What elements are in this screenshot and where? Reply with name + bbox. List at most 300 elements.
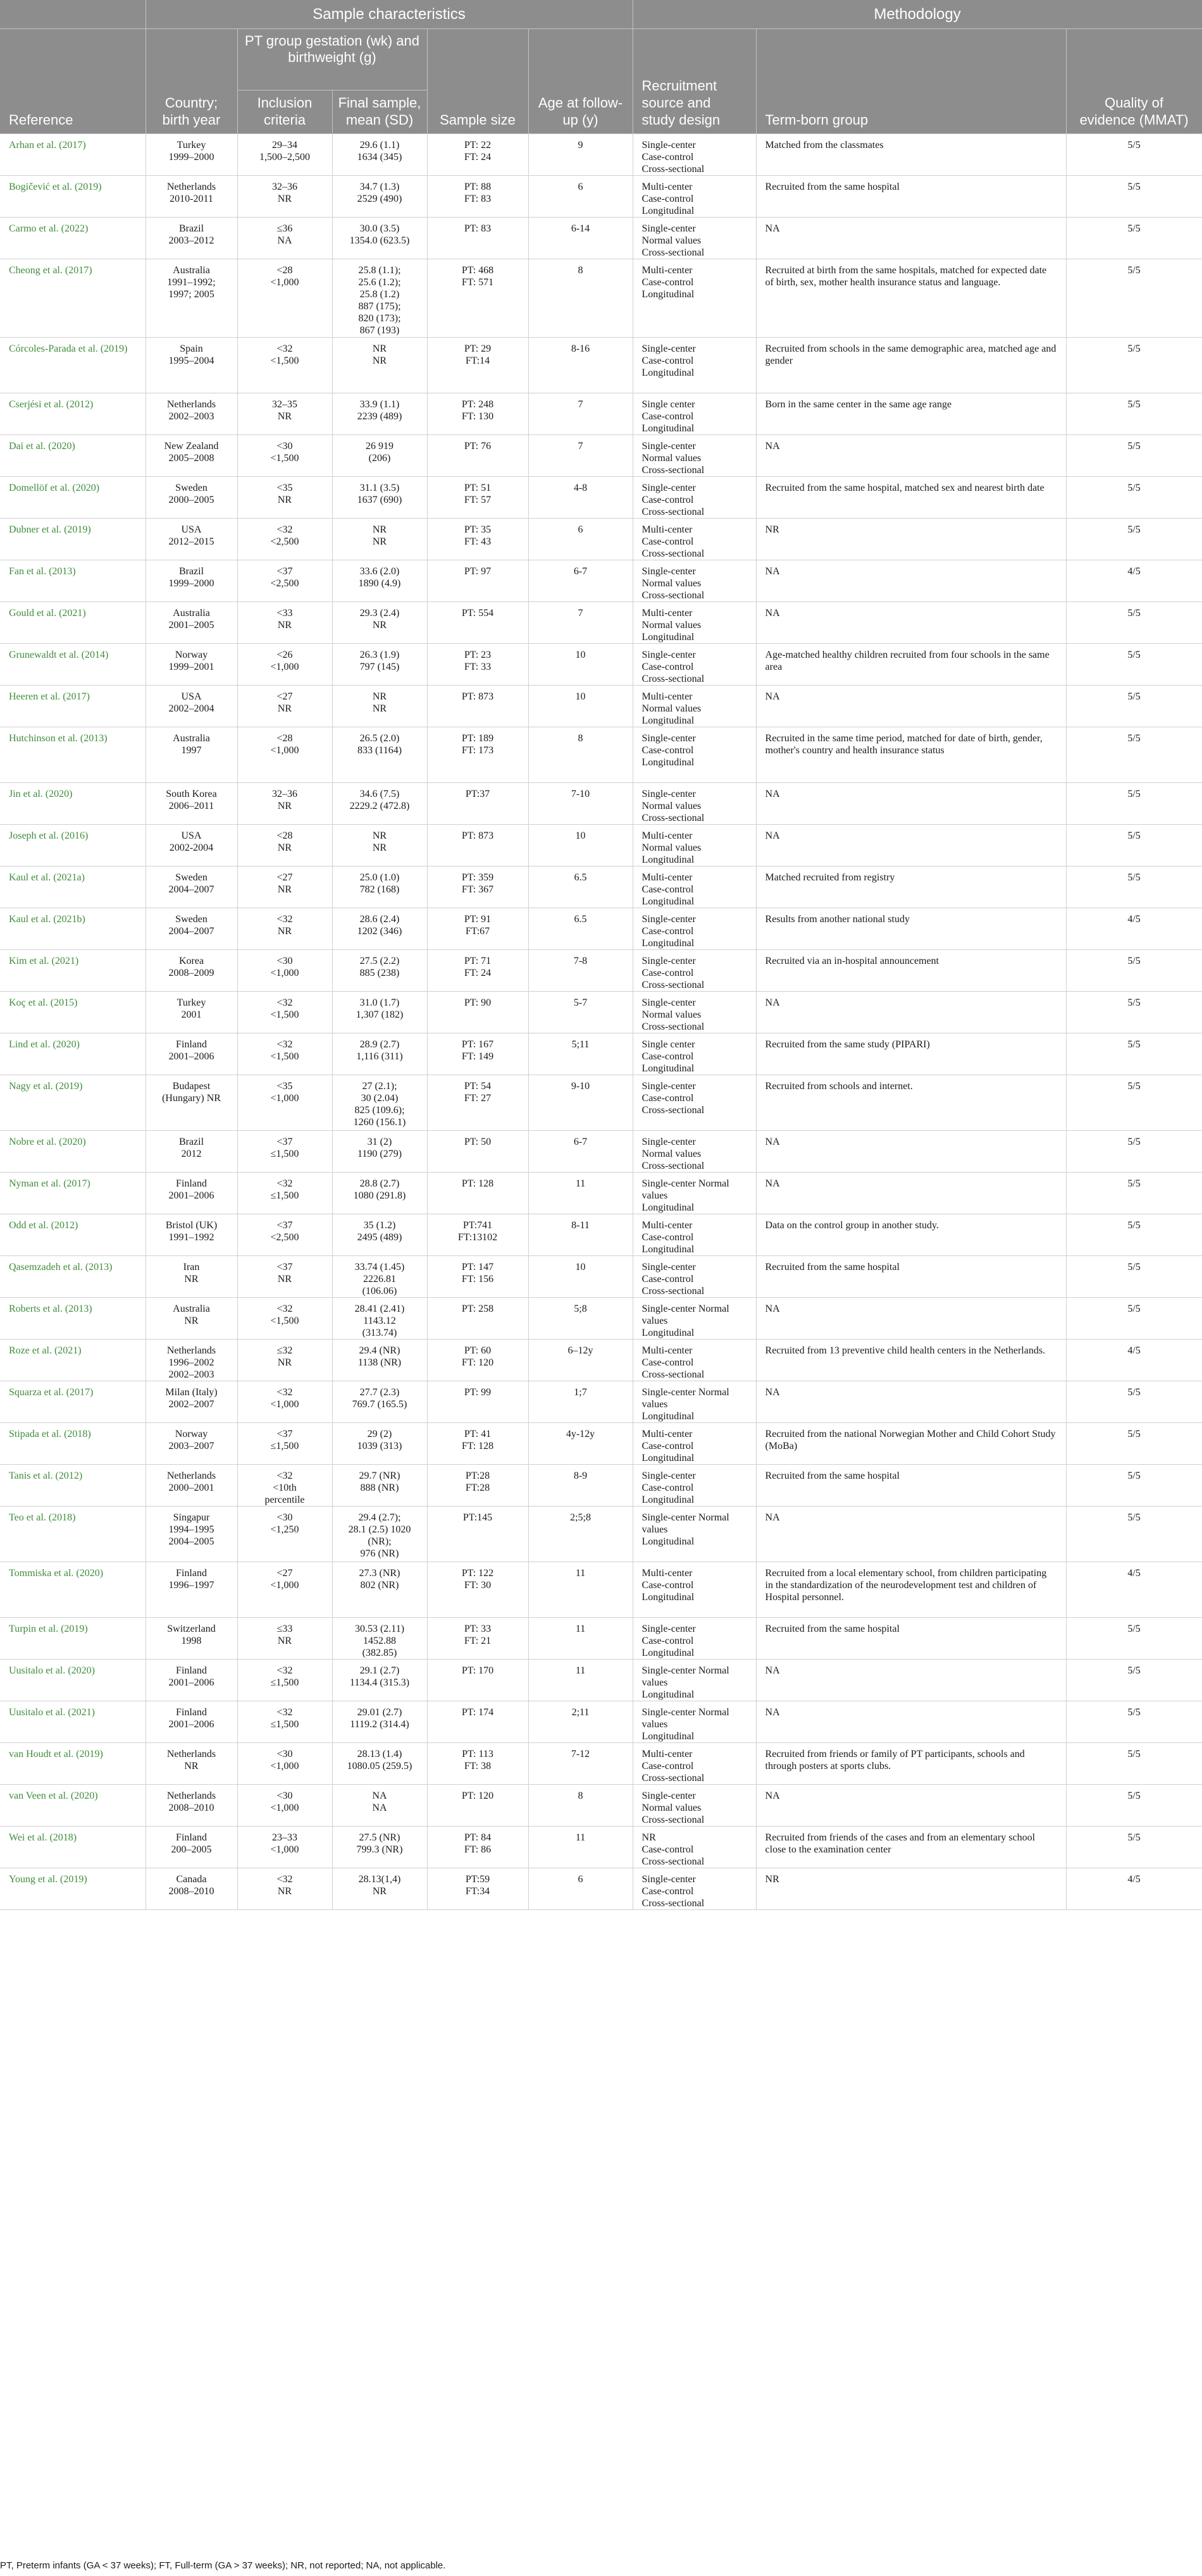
recruitment-cell	[633, 1868, 756, 1910]
age-cell: 10	[528, 644, 633, 686]
country-cell-line: 2001–2006	[168, 1190, 214, 1201]
country-cell	[146, 1743, 237, 1785]
table-row	[0, 1743, 1202, 1785]
term-born-cell: Data on the control group in another study.	[756, 1214, 1066, 1256]
age-cell: 8	[528, 1785, 633, 1827]
recruitment-cell-line: Longitudinal	[641, 1453, 695, 1464]
country-cell-line: Iran	[183, 1262, 200, 1273]
sample-size-cell-line: FT: 120	[461, 1357, 494, 1368]
recruitment-cell-line: Longitudinal	[641, 632, 695, 643]
country-cell	[146, 477, 237, 519]
inclusion-cell-line: <30	[276, 956, 293, 966]
country-cell-line: NR	[184, 1274, 199, 1285]
sample-size-cell	[427, 1381, 528, 1423]
inclusion-cell-line: NR	[277, 495, 292, 505]
reference-cell[interactable]: Tommiska et al. (2020)	[0, 1562, 146, 1618]
country-cell-line: Finland	[176, 1568, 207, 1579]
recruitment-cell-line: Single-center	[641, 1624, 696, 1634]
final-sample-cell	[332, 1465, 427, 1507]
recruitment-cell	[633, 686, 756, 727]
final-sample-cell-line: 27 (2.1);	[362, 1081, 397, 1092]
sample-size-cell-line: PT: 170	[461, 1665, 494, 1676]
country-cell-line: Netherlands	[166, 1749, 216, 1759]
recruitment-cell	[633, 176, 756, 218]
recruitment-cell	[633, 1785, 756, 1827]
reference-cell[interactable]: Gould et al. (2021)	[0, 602, 146, 644]
recruitment-cell-line: Cross-sectional	[641, 247, 705, 258]
reference-cell[interactable]: Kaul et al. (2021a)	[0, 866, 146, 908]
final-sample-cell-line: 888 (NR)	[360, 1482, 399, 1493]
age-cell: 9	[528, 134, 633, 176]
reference-cell[interactable]: van Veen et al. (2020)	[0, 1785, 146, 1827]
inclusion-cell	[237, 1701, 332, 1743]
sample-size-cell	[427, 1033, 528, 1075]
inclusion-cell	[237, 644, 332, 686]
age-cell: 4y-12y	[528, 1423, 633, 1465]
recruitment-cell	[633, 1507, 756, 1562]
country-cell	[146, 602, 237, 644]
recruitment-cell-line: Case-control	[641, 662, 694, 672]
inclusion-cell	[237, 866, 332, 908]
country-cell-line: 1997; 2005	[168, 289, 214, 300]
country-cell-line: Turkey	[177, 997, 206, 1008]
sample-size-cell-line: PT: 113	[462, 1749, 493, 1759]
country-cell-line: 2006–2011	[168, 801, 214, 811]
age-cell: 11	[528, 1827, 633, 1868]
recruitment-cell	[633, 259, 756, 338]
country-cell-line: Brazil	[178, 1137, 204, 1147]
final-sample-cell-line: 27.7 (2.3)	[359, 1387, 400, 1398]
term-born-cell: Recruited in the same time period, matched for date of birth, gender, mother's country and health insurance status	[756, 727, 1066, 783]
country-cell-line: Turkey	[177, 140, 206, 151]
reference-cell[interactable]: Roberts et al. (2013)	[0, 1298, 146, 1340]
recruitment-cell-line: Single-center	[641, 733, 696, 744]
sample-size-cell-line: PT: 189	[461, 733, 494, 744]
recruitment-cell-line: Cross-sectional	[641, 1286, 705, 1297]
final-sample-cell-line: 25.0 (1.0)	[359, 872, 400, 883]
sample-size-cell	[427, 1868, 528, 1910]
age-cell: 8-11	[528, 1214, 633, 1256]
reference-cell[interactable]: Lind et al. (2020)	[0, 1033, 146, 1075]
final-sample-cell-line: 802 (NR)	[360, 1580, 399, 1591]
country-cell-line: 2003–2012	[168, 235, 214, 246]
final-sample-cell	[332, 560, 427, 602]
inclusion-cell	[237, 1173, 332, 1214]
country-cell	[146, 1562, 237, 1618]
inclusion-cell-line: <10th	[273, 1482, 297, 1493]
final-sample-cell-line: NA	[372, 1803, 387, 1813]
final-sample-cell-line: 25.8 (1.2)	[359, 289, 400, 300]
final-sample-cell	[332, 866, 427, 908]
term-born-cell: NA	[756, 1701, 1066, 1743]
quality-cell: 4/5	[1066, 1340, 1202, 1381]
final-sample-cell-line: 27.5 (2.2)	[359, 956, 400, 966]
reference-cell[interactable]: Fan et al. (2013)	[0, 560, 146, 602]
inclusion-cell-line: <32	[276, 1039, 293, 1050]
recruitment-cell-line: Single-center	[641, 1262, 696, 1273]
recruitment-cell	[633, 1465, 756, 1507]
inclusion-cell	[237, 1131, 332, 1173]
reference-cell[interactable]: van Houdt et al. (2019)	[0, 1743, 146, 1785]
table-row	[0, 1827, 1202, 1868]
sample-size-cell-line: PT: 174	[461, 1707, 494, 1718]
recruitment-cell-line: Case-control	[641, 1580, 694, 1591]
final-sample-cell	[332, 435, 427, 477]
final-sample-cell-line: 825 (109.6);	[354, 1105, 405, 1116]
sample-size-cell	[427, 1256, 528, 1298]
country-cell-line: 2001–2005	[168, 620, 214, 631]
header-sample-size: Sample size	[427, 29, 528, 134]
reference-cell[interactable]: Cheong et al. (2017)	[0, 259, 146, 338]
country-cell-line: 2001–2006	[168, 1719, 214, 1730]
recruitment-cell-line: Single-center Normal	[641, 1512, 729, 1523]
country-cell-line: Australia	[173, 733, 210, 744]
reference-cell[interactable]: Odd et al. (2012)	[0, 1214, 146, 1256]
recruitment-cell	[633, 435, 756, 477]
country-cell-line: 2008–2010	[168, 1886, 214, 1897]
inclusion-cell-line: <28	[276, 733, 293, 744]
sample-size-cell	[427, 992, 528, 1033]
country-cell	[146, 1381, 237, 1423]
recruitment-cell-line: Case-control	[641, 1051, 694, 1062]
reference-cell[interactable]: Stipada et al. (2018)	[0, 1423, 146, 1465]
final-sample-cell	[332, 1868, 427, 1910]
sample-size-cell-line: FT:28	[465, 1482, 490, 1493]
sample-size-cell	[427, 1340, 528, 1381]
sample-size-cell-line: PT: 50	[464, 1137, 492, 1147]
final-sample-cell-line: NR	[372, 703, 387, 714]
reference-cell[interactable]: Turpin et al. (2019)	[0, 1618, 146, 1660]
quality-cell: 5/5	[1066, 644, 1202, 686]
final-sample-cell	[332, 686, 427, 727]
recruitment-cell-line: Case-control	[641, 1844, 694, 1855]
reference-cell[interactable]: Carmo et al. (2022)	[0, 218, 146, 259]
inclusion-cell	[237, 1618, 332, 1660]
country-cell	[146, 1785, 237, 1827]
inclusion-cell-line: 29–34	[272, 140, 297, 151]
header-country: Country; birth year	[146, 29, 237, 134]
inclusion-cell	[237, 134, 332, 176]
sample-size-cell-line: FT:34	[465, 1886, 490, 1897]
inclusion-cell-line: NR	[277, 620, 292, 631]
final-sample-cell-line: 1080 (291.8)	[353, 1190, 406, 1201]
inclusion-cell-line: NR	[277, 884, 292, 895]
recruitment-cell-line: Longitudinal	[641, 1648, 695, 1658]
term-born-cell: NA	[756, 1298, 1066, 1340]
sample-size-cell-line: PT:741	[462, 1220, 493, 1231]
country-cell-line: Australia	[173, 265, 210, 276]
table-row	[0, 1785, 1202, 1827]
country-cell-line: Bristol (UK)	[165, 1220, 218, 1231]
age-cell: 7	[528, 393, 633, 435]
final-sample-cell	[332, 727, 427, 783]
country-cell-line: 2002–2004	[168, 703, 214, 714]
country-cell	[146, 1214, 237, 1256]
reference-cell[interactable]: Uusitalo et al. (2021)	[0, 1701, 146, 1743]
final-sample-cell	[332, 1827, 427, 1868]
country-cell-line: Milan (Italy)	[165, 1387, 218, 1398]
reference-cell[interactable]: Heeren et al. (2017)	[0, 686, 146, 727]
final-sample-cell-line: (NR);	[368, 1536, 392, 1547]
quality-cell: 5/5	[1066, 519, 1202, 560]
sample-size-cell-line: PT: 91	[464, 914, 492, 925]
country-cell	[146, 1701, 237, 1743]
final-sample-cell-line: 27.3 (NR)	[359, 1568, 400, 1579]
reference-cell[interactable]: Nagy et al. (2019)	[0, 1075, 146, 1131]
inclusion-cell-line: <28	[276, 830, 293, 841]
final-sample-cell-line: 1138 (NR)	[357, 1357, 402, 1368]
table-row	[0, 560, 1202, 602]
country-cell	[146, 686, 237, 727]
final-sample-cell-line: 31.1 (3.5)	[359, 483, 400, 493]
country-cell	[146, 519, 237, 560]
reference-cell[interactable]: Kim et al. (2021)	[0, 950, 146, 992]
reference-cell[interactable]: Dai et al. (2020)	[0, 435, 146, 477]
recruitment-cell-line: Longitudinal	[641, 289, 695, 300]
sample-size-cell-line: PT: 51	[464, 483, 492, 493]
inclusion-cell-line: 32–35	[272, 399, 297, 410]
age-cell: 10	[528, 686, 633, 727]
sample-size-cell	[427, 950, 528, 992]
sample-size-cell-line: FT: 173	[461, 745, 494, 756]
inclusion-cell-line: <37	[276, 566, 293, 577]
country-cell	[146, 560, 237, 602]
term-born-cell: NA	[756, 602, 1066, 644]
age-cell: 8	[528, 727, 633, 783]
reference-cell[interactable]: Squarza et al. (2017)	[0, 1381, 146, 1423]
country-cell-line: Sweden	[175, 483, 208, 493]
recruitment-cell	[633, 1033, 756, 1075]
reference-cell[interactable]: Dubner et al. (2019)	[0, 519, 146, 560]
sample-size-cell	[427, 435, 528, 477]
age-cell: 11	[528, 1173, 633, 1214]
final-sample-cell	[332, 1340, 427, 1381]
inclusion-cell-line: <30	[276, 1749, 293, 1759]
reference-cell[interactable]: Hutchinson et al. (2013)	[0, 727, 146, 783]
reference-cell[interactable]: Young et al. (2019)	[0, 1868, 146, 1910]
quality-cell: 5/5	[1066, 1743, 1202, 1785]
country-cell-line: 1999–2001	[168, 662, 214, 672]
final-sample-cell-line: 887 (175);	[358, 301, 401, 312]
recruitment-cell-line: Case-control	[641, 536, 694, 547]
table-row	[0, 1381, 1202, 1423]
reference-cell[interactable]: Joseph et al. (2016)	[0, 825, 146, 866]
final-sample-cell-line: NR	[372, 524, 387, 535]
inclusion-cell-line: 23–33	[272, 1832, 297, 1843]
reference-cell[interactable]: Roze et al. (2021)	[0, 1340, 146, 1381]
sample-size-cell-line: PT: 359	[461, 872, 494, 883]
sample-size-cell-line: FT: 43	[464, 536, 492, 547]
recruitment-cell-line: Longitudinal	[641, 1731, 695, 1742]
recruitment-cell-line: Cross-sectional	[641, 548, 705, 559]
quality-cell: 5/5	[1066, 176, 1202, 218]
inclusion-cell	[237, 393, 332, 435]
final-sample-cell-line: 33.9 (1.1)	[359, 399, 400, 410]
sample-size-cell-line: PT: 554	[461, 608, 494, 619]
final-sample-cell-line: 29.6 (1.1)	[359, 140, 400, 151]
recruitment-cell	[633, 1340, 756, 1381]
country-cell	[146, 1173, 237, 1214]
inclusion-cell	[237, 338, 332, 393]
sample-size-cell	[427, 259, 528, 338]
inclusion-cell	[237, 1507, 332, 1562]
term-born-cell: Recruited from friends of the cases and from an elementary school close to the examination center	[756, 1827, 1066, 1868]
sample-size-cell-line: PT: 248	[461, 399, 494, 410]
reference-cell[interactable]: Wei et al. (2018)	[0, 1827, 146, 1868]
term-born-cell: Recruited from schools and internet.	[756, 1075, 1066, 1131]
recruitment-cell	[633, 866, 756, 908]
country-cell-line: 2002–2003	[168, 411, 214, 422]
inclusion-cell	[237, 950, 332, 992]
inclusion-cell-line: <32	[276, 343, 293, 354]
recruitment-cell-line: Case-control	[641, 1093, 694, 1104]
country-cell-line: Finland	[176, 1178, 207, 1189]
quality-cell: 5/5	[1066, 1033, 1202, 1075]
inclusion-cell	[237, 992, 332, 1033]
inclusion-cell-line: ≤36	[276, 223, 293, 234]
reference-cell[interactable]: Grunewaldt et al. (2014)	[0, 644, 146, 686]
recruitment-cell	[633, 602, 756, 644]
quality-cell: 5/5	[1066, 1131, 1202, 1173]
recruitment-cell-line: Cross-sectional	[641, 1161, 705, 1171]
quality-cell: 4/5	[1066, 560, 1202, 602]
final-sample-cell-line: 1190 (279)	[357, 1149, 402, 1159]
final-sample-cell-line: 30.53 (2.11)	[354, 1624, 405, 1634]
term-born-cell: NA	[756, 825, 1066, 866]
country-cell-line: Canada	[176, 1874, 207, 1885]
country-cell-line: Sweden	[175, 914, 208, 925]
inclusion-cell-line: <30	[276, 1790, 293, 1801]
final-sample-cell-line: 1039 (313)	[357, 1441, 402, 1451]
recruitment-cell-line: Single-center	[641, 789, 696, 799]
header-blank	[0, 0, 146, 29]
quality-cell: 5/5	[1066, 1465, 1202, 1507]
reference-cell[interactable]: Jin et al. (2020)	[0, 783, 146, 825]
term-born-cell: Born in the same center in the same age range	[756, 393, 1066, 435]
country-cell	[146, 783, 237, 825]
country-cell-line: 2012	[181, 1149, 202, 1159]
inclusion-cell	[237, 1660, 332, 1701]
age-cell: 6.5	[528, 866, 633, 908]
reference-cell[interactable]: Nobre et al. (2020)	[0, 1131, 146, 1173]
term-born-cell: NA	[756, 560, 1066, 602]
country-cell-line: 2004–2007	[168, 884, 214, 895]
reference-cell[interactable]: Kaul et al. (2021b)	[0, 908, 146, 950]
reference-cell[interactable]: Koç et al. (2015)	[0, 992, 146, 1033]
country-cell-line: 2005–2008	[168, 453, 214, 464]
country-cell-line: 1994–1995	[168, 1524, 214, 1535]
recruitment-cell-line: Longitudinal	[641, 1689, 695, 1700]
reference-cell[interactable]: Cserjési et al. (2012)	[0, 393, 146, 435]
sample-size-cell-line: PT: 88	[464, 182, 492, 192]
age-cell: 5;11	[528, 1033, 633, 1075]
recruitment-cell	[633, 1173, 756, 1214]
country-cell-line: 1999–2000	[168, 152, 214, 163]
term-born-cell: Matched recruited from registry	[756, 866, 1066, 908]
country-cell-line: 2008–2009	[168, 968, 214, 978]
final-sample-cell	[332, 825, 427, 866]
reference-cell[interactable]: Bogičević et al. (2019)	[0, 176, 146, 218]
reference-cell[interactable]: Qasemzadeh et al. (2013)	[0, 1256, 146, 1298]
sample-size-cell-line: PT:145	[462, 1512, 493, 1523]
final-sample-cell	[332, 1214, 427, 1256]
reference-cell[interactable]: Arhan et al. (2017)	[0, 134, 146, 176]
sample-size-cell	[427, 908, 528, 950]
recruitment-cell	[633, 1256, 756, 1298]
country-cell-line: Spain	[180, 343, 203, 354]
sample-size-cell	[427, 560, 528, 602]
quality-cell: 5/5	[1066, 783, 1202, 825]
quality-cell: 5/5	[1066, 338, 1202, 393]
reference-cell[interactable]: Tanis et al. (2012)	[0, 1465, 146, 1507]
final-sample-cell-line: NR	[372, 691, 387, 702]
reference-cell[interactable]: Nyman et al. (2017)	[0, 1173, 146, 1214]
age-cell: 7-8	[528, 950, 633, 992]
inclusion-cell	[237, 1868, 332, 1910]
recruitment-cell-line: Case-control	[641, 355, 694, 366]
sample-size-cell-line: PT: 120	[461, 1790, 494, 1801]
reference-cell[interactable]: Córcoles-Parada et al. (2019)	[0, 338, 146, 393]
final-sample-cell-line: (106.06)	[362, 1286, 397, 1297]
final-sample-cell-line: NR	[372, 620, 387, 631]
age-cell: 11	[528, 1660, 633, 1701]
quality-cell: 5/5	[1066, 866, 1202, 908]
recruitment-cell	[633, 218, 756, 259]
quality-cell: 5/5	[1066, 218, 1202, 259]
country-cell-line: 2000–2001	[168, 1482, 214, 1493]
final-sample-cell-line: 25.8 (1.1);	[358, 265, 401, 276]
sample-size-cell-line: PT:28	[465, 1470, 490, 1481]
table-row	[0, 1868, 1202, 1910]
reference-cell[interactable]: Domellöf et al. (2020)	[0, 477, 146, 519]
recruitment-cell-line: Multi-center	[641, 608, 693, 619]
sample-size-cell-line: PT: 76	[464, 441, 492, 452]
table-row	[0, 1507, 1202, 1562]
inclusion-cell-line: <1,500	[270, 453, 299, 464]
final-sample-cell	[332, 950, 427, 992]
term-born-cell: NA	[756, 783, 1066, 825]
inclusion-cell-line: <1,000	[270, 745, 299, 756]
sample-size-cell-line: FT:14	[465, 355, 490, 366]
quality-cell: 5/5	[1066, 435, 1202, 477]
reference-cell[interactable]: Teo et al. (2018)	[0, 1507, 146, 1562]
sample-size-cell-line: PT: 873	[461, 691, 494, 702]
sample-size-cell	[427, 519, 528, 560]
final-sample-cell-line: NA	[372, 1790, 387, 1801]
inclusion-cell-line: 32–36	[272, 182, 297, 192]
country-cell-line: 2002–2007	[168, 1399, 214, 1410]
recruitment-cell	[633, 992, 756, 1033]
recruitment-cell-line: Single-center Normal	[641, 1387, 729, 1398]
final-sample-cell	[332, 1381, 427, 1423]
table-row	[0, 992, 1202, 1033]
country-cell-line: 2002-2004	[169, 842, 214, 853]
final-sample-cell-line: 29.4 (2.7);	[358, 1512, 401, 1523]
country-cell-line: Netherlands	[166, 182, 216, 192]
inclusion-cell-line: NR	[277, 1274, 292, 1285]
inclusion-cell	[237, 1033, 332, 1075]
table-row	[0, 1131, 1202, 1173]
sample-size-cell-line: PT: 873	[461, 830, 494, 841]
sample-size-cell-line: PT: 122	[461, 1568, 494, 1579]
recruitment-cell-line: Single-center	[641, 1790, 696, 1801]
reference-cell[interactable]: Uusitalo et al. (2020)	[0, 1660, 146, 1701]
sample-size-cell	[427, 1507, 528, 1562]
country-cell-line: Netherlands	[166, 1470, 216, 1481]
recruitment-cell	[633, 477, 756, 519]
term-born-cell: Age-matched healthy children recruited from four schools in the same area	[756, 644, 1066, 686]
recruitment-cell-line: values	[641, 1719, 668, 1730]
